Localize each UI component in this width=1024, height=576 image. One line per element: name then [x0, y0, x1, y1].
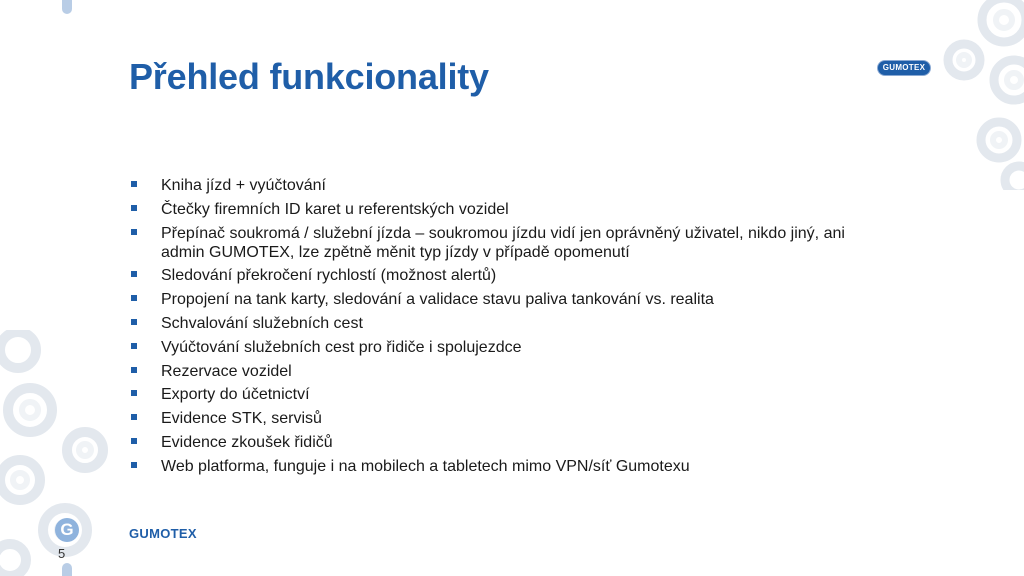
list-item [131, 200, 891, 219]
list-item [131, 457, 891, 476]
list-item [131, 338, 891, 357]
list-item-text: Vyúčtování služebních cest pro řidiče i spolujezdce [161, 338, 522, 356]
list-item-text: Rezervace vozidel [161, 362, 292, 380]
list-item [131, 266, 891, 285]
list-item [131, 290, 891, 309]
feature-list [131, 176, 891, 481]
page-number: 5 [58, 546, 66, 561]
square-bullet-icon [131, 295, 137, 301]
decorative-swirl-pattern-bottom [0, 330, 110, 576]
square-bullet-icon [131, 229, 137, 235]
page-title: Přehled funkcionality [129, 56, 489, 97]
decorative-swirl-pattern-top [924, 0, 1024, 190]
square-bullet-icon [131, 271, 137, 277]
square-bullet-icon [131, 438, 137, 444]
list-item [131, 385, 891, 404]
square-bullet-icon [131, 205, 137, 211]
list-item-text: Sledování překročení rychlostí (možnost alertů) [161, 267, 497, 285]
square-bullet-icon [131, 319, 137, 325]
square-bullet-icon [131, 414, 137, 420]
square-bullet-icon [131, 462, 137, 468]
list-item [131, 433, 891, 452]
list-item [131, 362, 891, 381]
list-item-text: Evidence STK, servisů [161, 410, 322, 428]
list-item-text: Web platforma, funguje i na mobilech a tabletech mimo VPN/síť Gumotexu [161, 457, 690, 475]
list-item-text: Exporty do účetnictví [161, 386, 310, 404]
square-bullet-icon [131, 343, 137, 349]
list-item [131, 314, 891, 333]
square-bullet-icon [131, 181, 137, 187]
decorative-top-pill [62, 0, 72, 14]
gumotex-logo: GUMOTEX [878, 61, 930, 75]
square-bullet-icon [131, 390, 137, 396]
list-item-text: Schvalování služebních cest [161, 314, 363, 332]
gumotex-g-icon: G [55, 518, 79, 542]
list-item-text: Evidence zkoušek řidičů [161, 433, 333, 451]
list-item-text: Propojení na tank karty, sledování a validace stavu paliva tankování vs. realita [161, 291, 714, 309]
footer-brand: GUMOTEX [129, 526, 197, 541]
list-item-text: Kniha jízd + vyúčtování [161, 177, 326, 194]
list-item [131, 176, 891, 195]
list-item [131, 409, 891, 428]
square-bullet-icon [131, 367, 137, 373]
list-item-text: Čtečky firemních ID karet u referentských vozidel [161, 200, 509, 218]
list-item-text: Přepínač soukromá / služební jízda – soukromou jízdu vidí jen oprávněný uživatel, nikdo jiný, ani admin GUMOTEX, lze zpětně měnit typ jízdy v případě opomenutí [161, 224, 845, 261]
decorative-bottom-pill [62, 563, 72, 576]
list-item [131, 224, 891, 262]
